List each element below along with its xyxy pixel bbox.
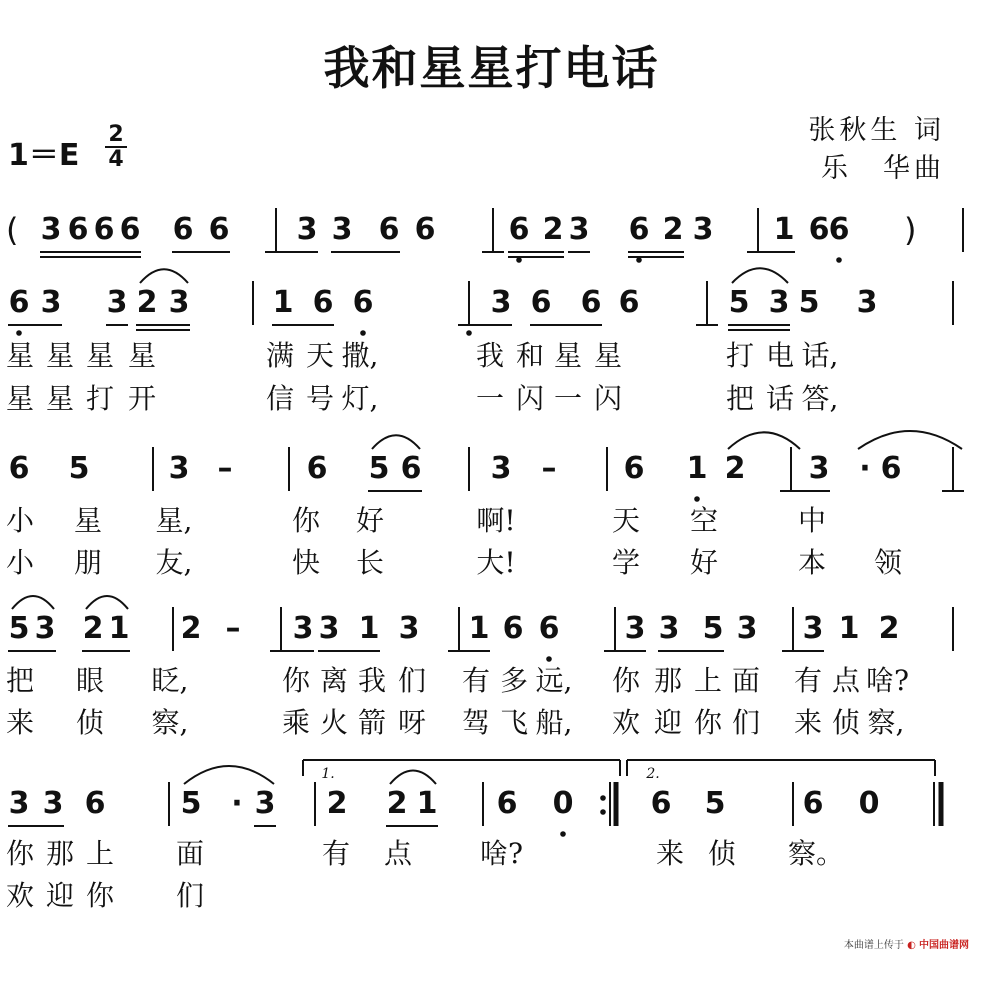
lyric-verse-2: 闪 [515,382,544,415]
note: 6 [378,212,400,247]
octave-dot-below [360,330,366,336]
volta-2-label: 2. [646,766,660,782]
note: 6 [67,212,89,247]
volta-1-label: 1. [321,766,335,782]
lyric-verse-2: 小 [5,546,34,579]
lyric-verse-1: 电 [765,339,794,372]
note: 3 [568,212,590,247]
lyric-verse-2: 星 [45,382,74,415]
lyric-verse-1: 侦 [707,837,736,870]
lyric-verse-1: 有 [321,837,350,870]
note: 5 [8,611,30,646]
lyric-verse-1: 离 [319,664,348,697]
note: 6 [880,451,902,486]
aug-dot: · [231,786,243,821]
lyric-verse-2: 把 [725,382,754,415]
lyric-verse-2: 灯, [341,382,379,415]
octave-dot-below [546,656,552,662]
note: 6 [119,212,141,247]
note: 3 [318,611,340,646]
time-numerator: 2 [108,122,124,147]
lyric-verse-2: 火 [319,706,348,739]
note: 5 [728,285,750,320]
note: 3 [168,285,190,320]
lyric-verse-2: 迎 [45,879,74,912]
lyric-verse-1: 星, [155,504,193,537]
lyric-verse-1: 察。 [788,837,845,870]
lyric-verse-1: 你 [5,837,34,870]
lyric-verse-1: 远, [535,664,573,697]
repeat-dot [600,795,606,801]
watermark-prefix: 本曲谱上传于 [843,940,904,951]
note: 2 [724,451,746,486]
lyric-verse-2: 来 [5,706,34,739]
note: 5 [704,786,726,821]
note: 3 [736,611,758,646]
note: 1 [108,611,130,646]
time-denominator: 4 [108,147,124,172]
octave-dot-below [636,257,642,263]
lyric-verse-2: 好 [689,546,718,579]
lyric-verse-1: 星 [73,504,102,537]
composer-credit: 乐 华曲 [821,153,945,184]
lyric-verse-2: 你 [85,879,114,912]
note: 6 [93,212,115,247]
note: 6 [8,451,30,486]
note: 6 [496,786,518,821]
note: 2 [542,212,564,247]
slur [12,596,54,609]
dash-note: – [541,451,557,486]
note: 6 [580,285,602,320]
lyric-verse-1: 空 [689,504,718,537]
note: 3 [802,611,824,646]
repeat-dot [600,809,606,815]
note: 6 [628,212,650,247]
note: 3 [34,611,56,646]
note: 6 [650,786,672,821]
lyric-verse-2: 大! [476,546,516,579]
note: 3 [398,611,420,646]
lyric-verse-1: 满 [265,339,294,372]
lyric-verse-1: 天 [305,339,334,372]
note: 6 [530,285,552,320]
lyric-verse-1: 小 [5,504,34,537]
paren: ) [904,211,917,249]
lyric-verse-1: 和 [515,339,544,372]
note: 6 [312,285,334,320]
watermark-logo-icon: ◐ [907,940,916,951]
aug-dot: · [859,451,871,486]
note: 1 [838,611,860,646]
note: 1 [416,786,438,821]
note: 3 [808,451,830,486]
note: 6 [828,212,850,247]
key-signature: 1＝E [8,138,80,173]
lyric-verse-1: 撒, [341,339,379,372]
lyric-verse-1: 星 [553,339,582,372]
note: 1 [272,285,294,320]
lyric-verse-1: 好 [355,504,384,537]
note: 2 [386,786,408,821]
octave-dot-below [516,257,522,263]
octave-dot-below [466,330,472,336]
note: 6 [306,451,328,486]
note: 6 [172,212,194,247]
note: 6 [414,212,436,247]
dash-note: – [225,611,241,646]
lyric-verse-2: 话 [765,382,794,415]
lyric-verse-1: 有 [461,664,490,697]
note: 2 [878,611,900,646]
note: 6 [508,212,530,247]
slur [732,268,788,283]
lyric-verse-2: 打 [85,382,114,415]
lyric-verse-2: 朋 [73,546,102,579]
lyric-verse-2: 长 [355,546,384,579]
lyricist-credit: 张秋生 词 [808,115,945,146]
lyric-verse-1: 面 [731,664,760,697]
lyric-verse-2: 闪 [593,382,622,415]
lyric-verse-1: 把 [5,664,34,697]
note: 6 [808,212,830,247]
note: 3 [296,212,318,247]
lyric-verse-2: 本 [797,546,826,579]
note: 3 [292,611,314,646]
lyric-verse-2: 乘 [281,706,310,739]
lyric-verse-1: 上 [693,664,722,697]
lyric-verse-1: 星 [5,339,34,372]
slur [140,269,188,283]
lyric-verse-2: 欢 [5,879,34,912]
note: 3 [331,212,353,247]
note: 6 [400,451,422,486]
octave-dot-below [694,496,700,502]
lyric-verse-2: 领 [873,546,902,579]
note: 3 [624,611,646,646]
lyric-verse-2: 信 [265,382,294,415]
paren: ( [6,211,19,249]
lyric-verse-2: 侦 [831,706,860,739]
note: 6 [802,786,824,821]
lyric-verse-2: 欢 [611,706,640,739]
octave-dot-below [836,257,842,263]
dash-note: – [217,451,233,486]
note: 3 [254,786,276,821]
note: 3 [40,212,62,247]
note: 1 [468,611,490,646]
lyric-verse-1: 来 [655,837,684,870]
note: 1 [358,611,380,646]
octave-dot-below [16,330,22,336]
lyric-verse-2: 呀 [397,706,426,739]
lyric-verse-2: 号 [305,382,334,415]
lyric-verse-1: 我 [357,664,386,697]
lyric-verse-2: 箭 [357,706,386,739]
lyric-verse-2: 一 [553,382,582,415]
note: 3 [856,285,878,320]
note: 3 [692,212,714,247]
note: 2 [326,786,348,821]
lyric-verse-1: 你 [291,504,320,537]
lyric-verse-2: 们 [731,706,760,739]
note: 2 [180,611,202,646]
lyric-verse-1: 啊! [476,504,516,537]
note: 3 [40,285,62,320]
octave-dot-below [560,831,566,837]
lyric-verse-1: 那 [45,837,74,870]
note: 6 [623,451,645,486]
slur [858,431,962,449]
lyric-verse-1: 你 [611,664,640,697]
lyric-verse-1: 星 [45,339,74,372]
note: 3 [8,786,30,821]
lyric-verse-1: 那 [653,664,682,697]
lyric-verse-1: 眨, [151,664,189,697]
lyric-verse-1: 有 [793,664,822,697]
note: 3 [490,451,512,486]
lyric-verse-2: 开 [127,382,156,415]
lyric-verse-2: 一 [475,382,504,415]
lyric-verse-1: 面 [175,837,204,870]
lyric-verse-1: 多 [499,664,528,697]
note: 0 [552,786,574,821]
lyric-verse-1: 们 [397,664,426,697]
lyric-verse-2: 船, [535,706,573,739]
note: 3 [768,285,790,320]
note: 1 [686,451,708,486]
note: 5 [68,451,90,486]
lyric-verse-1: 啥? [866,664,910,697]
slur [184,766,274,784]
note: 3 [490,285,512,320]
note: 6 [352,285,374,320]
note: 5 [368,451,390,486]
lyric-verse-1: 天 [611,504,640,537]
lyric-verse-2: 飞 [499,706,528,739]
lyric-verse-2: 星 [5,382,34,415]
note: 6 [208,212,230,247]
lyric-verse-2: 答, [801,382,839,415]
note: 3 [168,451,190,486]
lyric-verse-1: 中 [797,504,826,537]
lyric-verse-1: 点 [383,837,412,870]
note: 3 [658,611,680,646]
lyric-verse-2: 察, [867,706,905,739]
lyric-verse-2: 驾 [461,706,490,739]
slur [86,596,128,609]
lyric-verse-2: 们 [175,879,204,912]
lyric-verse-1: 啥? [480,837,524,870]
lyric-verse-2: 友, [155,546,193,579]
watermark [844,936,969,951]
lyric-verse-1: 星 [85,339,114,372]
note: 5 [798,285,820,320]
lyric-verse-2: 察, [151,706,189,739]
note: 0 [858,786,880,821]
note: 6 [502,611,524,646]
watermark-brand: 中国曲谱网 [919,940,969,951]
lyric-verse-2: 学 [611,546,640,579]
slur [372,435,420,449]
note: 6 [8,285,30,320]
song-title: 我和星星打电话 [323,41,660,95]
note: 3 [42,786,64,821]
note: 3 [106,285,128,320]
lyric-verse-1: 点 [831,664,860,697]
note: 2 [82,611,104,646]
lyric-verse-2: 来 [793,706,822,739]
lyric-verse-1: 星 [593,339,622,372]
note: 6 [538,611,560,646]
lyric-verse-1: 眼 [75,664,104,697]
note: 2 [662,212,684,247]
slur [390,770,436,784]
slur [728,432,800,449]
lyric-verse-1: 星 [127,339,156,372]
lyric-verse-1: 我 [475,339,504,372]
lyric-verse-1: 上 [85,837,114,870]
note: 2 [136,285,158,320]
note: 6 [84,786,106,821]
lyric-verse-2: 迎 [653,706,682,739]
lyric-verse-2: 侦 [75,706,104,739]
note: 1 [773,212,795,247]
note: 6 [618,285,640,320]
lyric-verse-1: 你 [281,664,310,697]
note: 5 [702,611,724,646]
lyric-verse-1: 打 [725,339,754,372]
note: 5 [180,786,202,821]
lyric-verse-2: 快 [291,546,320,579]
lyric-verse-2: 你 [693,706,722,739]
lyric-verse-1: 话, [801,339,839,372]
